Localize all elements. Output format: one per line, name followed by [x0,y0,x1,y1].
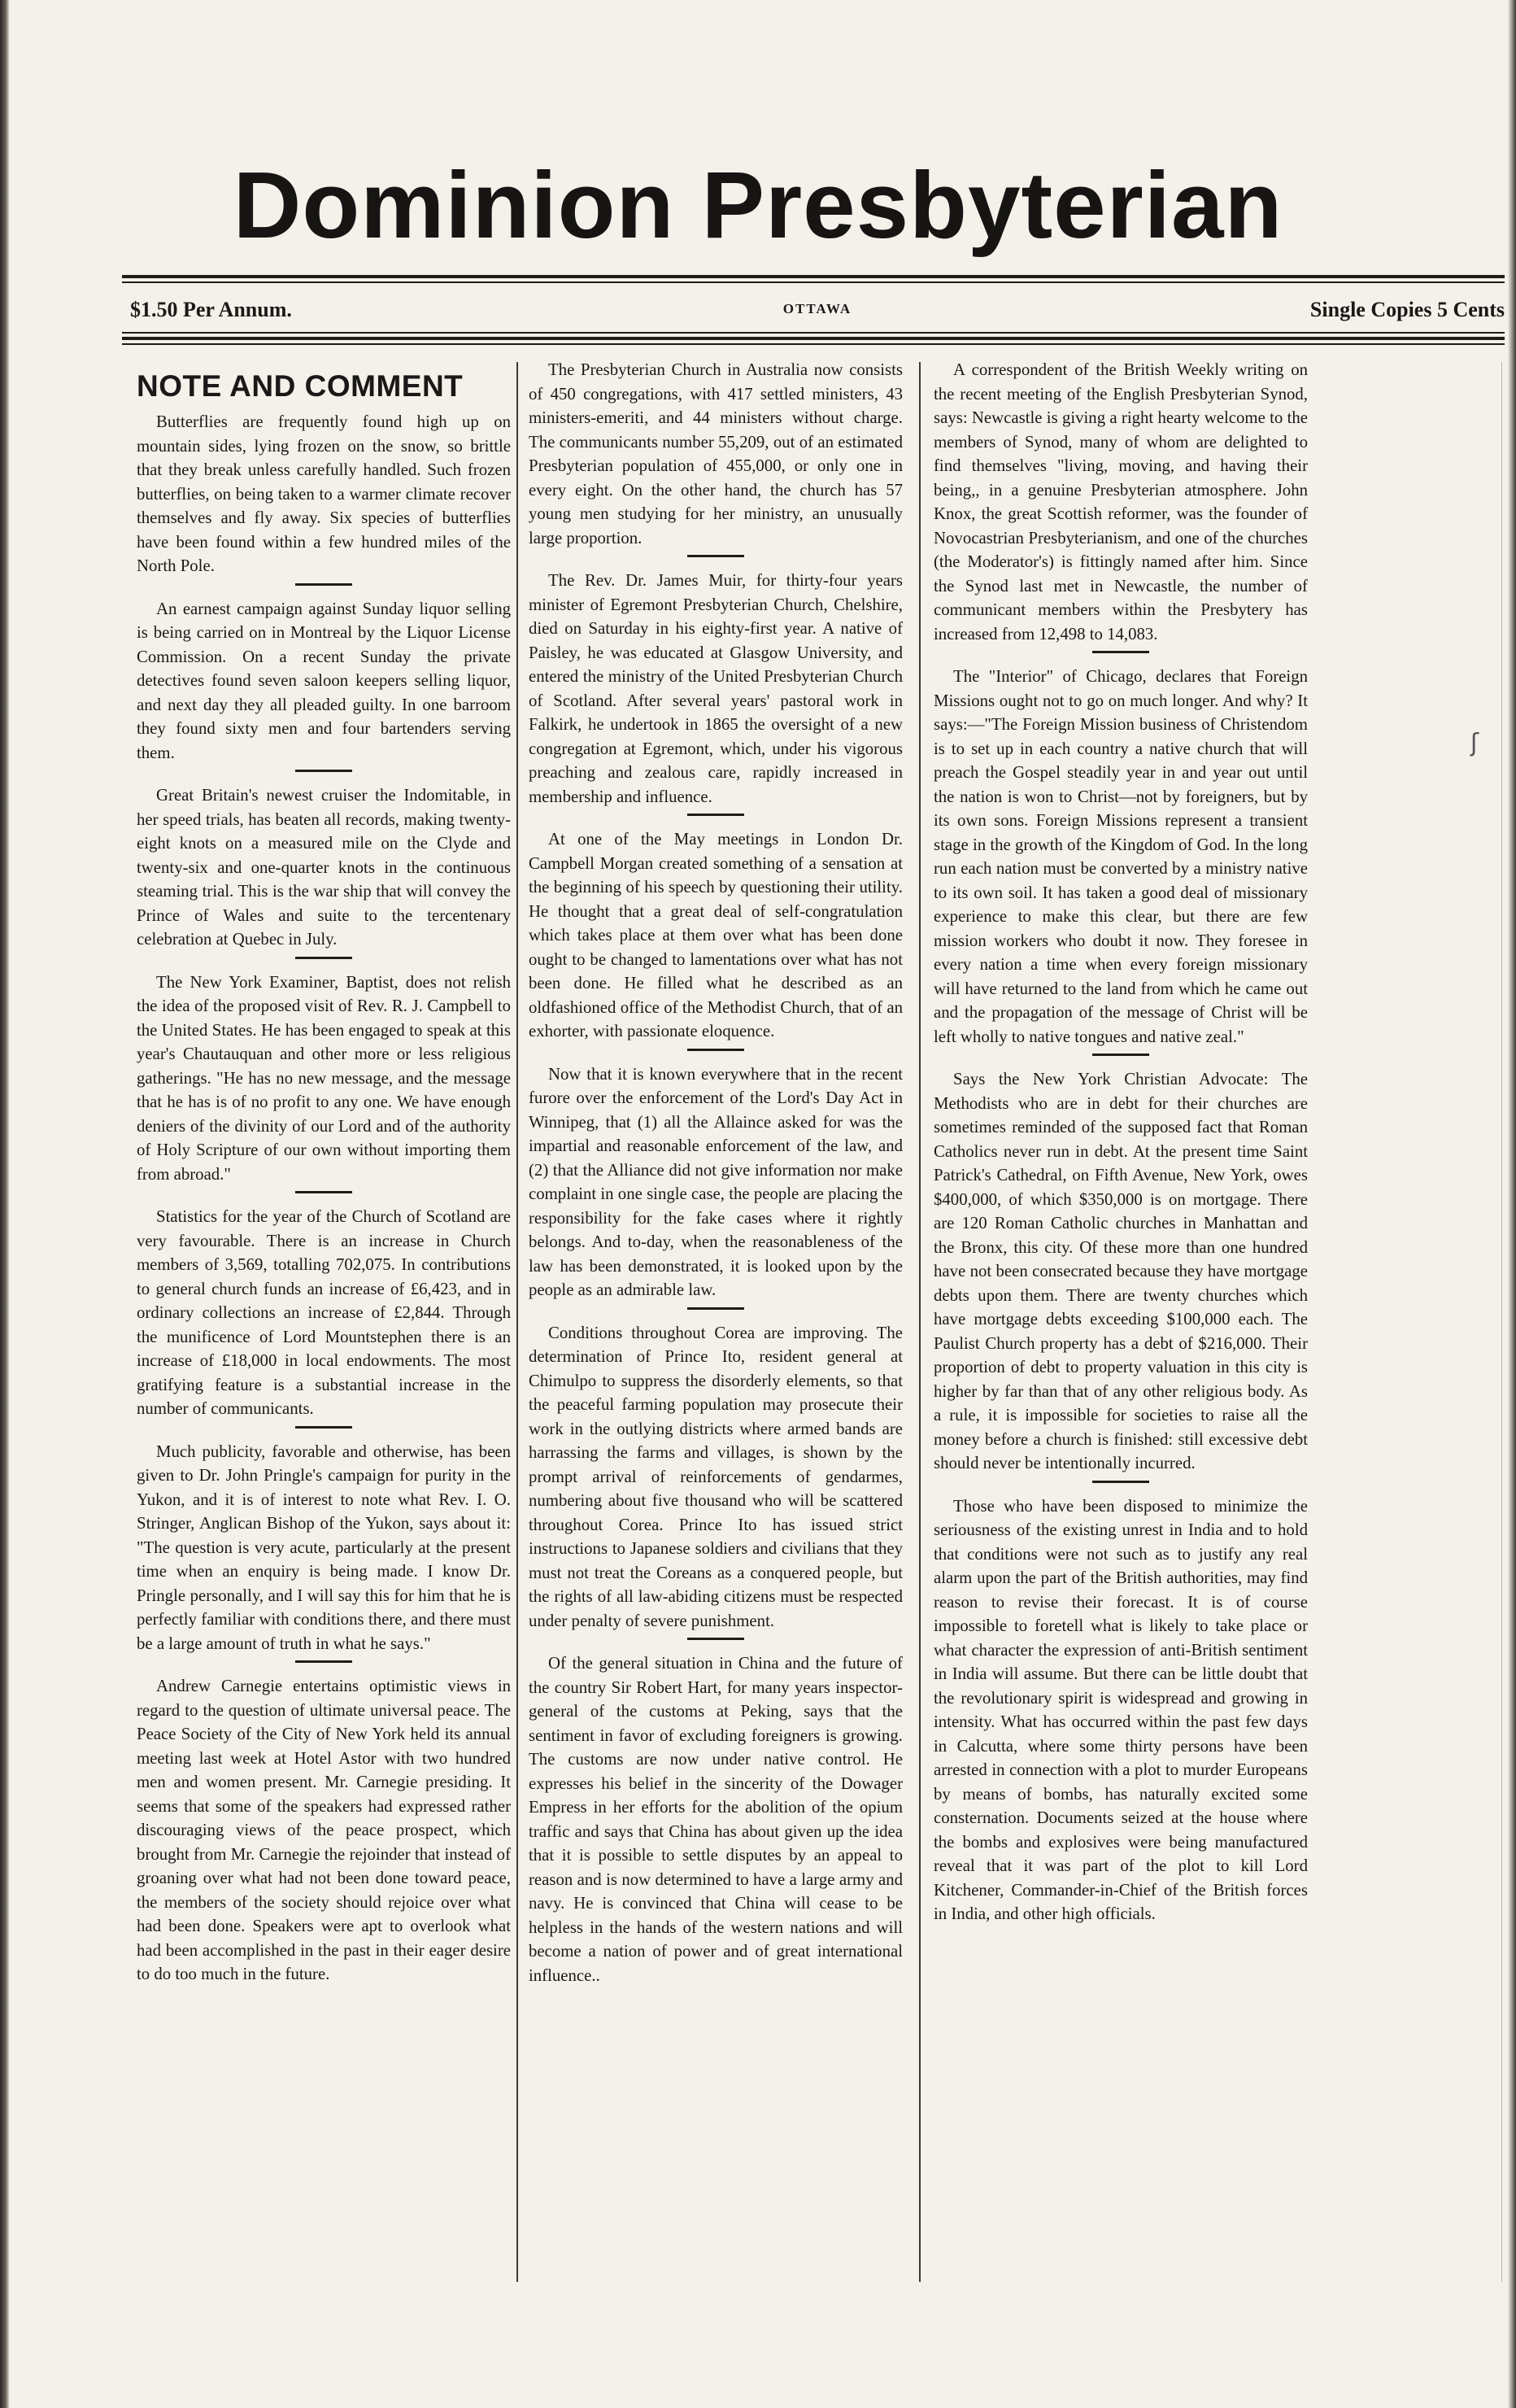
masthead-rule-top-thin [122,281,1505,283]
article-paragraph: Of the general situation in China and the future of the country Sir Robert Hart, for many years inspector-general of the customs at Peking, says that the sentiment in favor of excluding foreigners is growing. The customs are now under native control. He expresses his belief in the sincerity of the Dowager Empress in her efforts for the abolition of the opium traffic and says that China has about given up the idea that it is possible to settle disputes by an appeal to reason and is now determined to have a large army and navy. He is convinced that China will cease to be helpless in the hands of the western nations and will become a nation of power and of great international influence.. [529,1654,903,1985]
scan-edge-left [0,0,10,2408]
section-heading: NOTE AND COMMENT [137,369,464,403]
article-paragraph: Those who have been disposed to minimize the seriousness of the existing unrest in India and to hold that conditions were not such as to justify any real alarm upon the part of the British authorities, may find reason to revise their forecast. It is of course impossible to foretell what is likely to take place or what character the expression of anti-British sentiment in India will assume. But there can be little doubt that the revolutionary spirit is widespread and growing in intensity. What has occurred within the past few days in Calcutta, where some thirty persons have been arrested in connection with a plot to murder Europeans by means of bombs, has naturally excited some consternation. Documents seized at the house where the bombs and explosives were being manufactured reveal that it was part of the plot to kill Lord Kitchener, Commander-in-Chief of the British forces in India, and other high officials. [934,1496,1308,1923]
article-paragraph: At one of the May meetings in London Dr. Campbell Morgan created something of a sensation at the beginning of his speech by questioning their utility. He thought that a great deal of self-congratulation which takes place at them over what has been done ought to be changed to lamentations over what has not been done. He filled what he described as an oldfashioned office of the Methodist Church, that of an exhorter, with passionate eloquence. [529,830,903,1040]
column-divider-1 [516,362,518,2282]
masthead-rule-top [122,275,1505,278]
subscription-price: $1.50 Per Annum. [130,298,292,321]
column-1 [137,358,511,1987]
article-paragraph: Andrew Carnegie entertains optimistic views in regard to the question of ultimate universal peace. The Peace Society of the City of New York held its annual meeting last week at Hotel Astor with two hundred men and women present. Mr. Carnegie presiding. It seems that some of the speakers had expressed rather discouraging views of the peace prospect, which brought from Mr. Carnegie the rejoinder that instead of groaning over what had not been done toward peace, the members of the society should rejoice over what had been done. Speakers were apt to overlook what had been accomplished in the past in their eager desire to do too much in the future. [137,1677,511,1983]
article-paragraph: A correspondent of the British Weekly writing on the recent meeting of the English Presbyterian Synod, says: Newcastle is giving a right hearty welcome to the members of Synod, many of whom are delighted to find themselves "living, moving, and having their being,, in a genuine Presbyterian atmosphere. John Knox, the great Scottish reformer, was the founder of Novocastrian Presbyterianism, and one of the churches (the Moderator's) is fittingly named after him. Since the Synod last met in Newcastle, the number of communicant members within the Presbytery has increased from 12,498 to 14,083. [934,360,1308,643]
paragraph-separator [295,1426,352,1429]
article-paragraph: Much publicity, favorable and otherwise, has been given to Dr. John Pringle's campaign for purity in the Yukon, and it is of interest to note what Rev. I. O. Stringer, Anglican Bishop of the Yukon, says about it: "The question is very acute, particularly at the present time when an enquiry is being made. I know Dr. Pringle personally, and I will say this for him that he is perfectly familiar with conditions there, and there must be a large amount of truth in what he says." [137,1442,511,1653]
article-paragraph: Now that it is known everywhere that in the recent furore over the enforcement of the Lord's Day Act in Winnipeg, that (1) all the Allaince asked for was the impartial and reasonable enforcement of the law, and (2) that the Alliance did not give information nor make complaint in one single case, the people are placing the responsibility for the fake cases where it rightly belongs. And to-day, when the reasonableness of the law has been demonstrated, it is looked upon by the people as an admirable law. [529,1064,903,1299]
paragraph-separator [687,814,744,816]
article-paragraph: An earnest campaign against Sunday liquor selling is being carried on in Montreal by the Liquor License Commission. On a recent Sunday the private detectives found seven saloon keepers selling liquor, and next day they all pleaded guilty. In one barroom they found sixty men and four bartenders serving them. [137,599,511,762]
info-rule-thin-2 [122,343,1505,345]
margin-pencil-mark: ʃ [1470,729,1479,757]
paragraph-separator [1092,1481,1149,1483]
paragraph-separator [295,957,352,959]
paragraph-separator [687,1638,744,1640]
masthead-title: Dominion Presbyterian [233,152,1283,258]
column-3 [934,358,1308,1926]
article-paragraph: The "Interior" of Chicago, declares that Foreign Missions ought not to go on much longer. And why? It says:—"The Foreign Mission business of Christendom is to set up in each country a native church that will preach the Gospel steadily year in and year out until the nation is won to Christ—not by foreigners, but by its own sons. Foreign Missions represent a transient stage in the growth of the Kingdom of God. In the long run each nation must be converted by a ministry native to its own soil. It has taken a good deal of missionary experience to make this clear, but there are few mission workers who doubt it now. They foresee in every nation a time when every foreign missionary will have returned to the land from which he came out and the propagation of the message of Christ will be left wholly to native tongues and native zeal." [934,667,1308,1046]
info-rule-thin-1 [122,332,1505,334]
single-copy-price: Single Copies 5 Cents [1309,298,1505,321]
paragraph-separator [687,555,744,557]
paragraph-separator [1092,651,1149,653]
article-paragraph: Great Britain's newest cruiser the Indomitable, in her speed trials, has beaten all records, making twenty-eight knots on a measured mile on the Clyde and twenty-six and one-quarter knots in the continuous steaming trial. This is the war ship that will convey the Prince of Wales and suite to the tercentenary celebration at Quebec in July. [137,786,511,949]
paragraph-separator [1092,1054,1149,1056]
article-paragraph: The Presbyterian Church in Australia now consists of 450 congregations, with 417 settled ministers, 43 ministers-emeriti, and 44 ministers without charge. The communicants number 55,209, out of an estimated Presbyterian population of 455,000, or only one in every eight. On the other hand, the church has 57 young men studying for her ministry, an unusually large proportion. [529,360,903,547]
article-paragraph: Says the New York Christian Advocate: The Methodists who are in debt for their churches are sometimes reminded of the supposed fact that Roman Catholics never run in debt. At the present time Saint Patrick's Cathedral, on Fifth Avenue, New York, owes $400,000, of which $350,000 is on mortgage. There are 120 Roman Catholic churches in Manhattan and the Bronx, this city. Of these more than one hundred have not been consecrated because they have mortgage debts upon them. There are twenty churches which have mortgage debts exceeding $100,000 each. The Paulist Church property has a debt of $216,000. Their proportion of debt to property valuation in this city is higher by far than that of any other religious body. As a rule, it is impossible for societies to raise all the money before a church is finished: still excessive debt should never be intentionally incurred. [934,1070,1308,1472]
info-rule-thick [122,337,1505,340]
paragraph-separator [687,1049,744,1051]
article-paragraph: Butterflies are frequently found high up on mountain sides, lying frozen on the snow, so brittle that they break unless carefully handled. Such frozen butterflies, on being taken to a warmer climate recover themselves and fly away. Six species of butterflies have been found within a few hundred miles of the North Pole. [137,412,511,575]
article-paragraph: The Rev. Dr. James Muir, for thirty-four years minister of Egremont Presbyterian Church, Chelshire, died on Saturday in his eighty-first year. A native of Paisley, he was educated at Glasgow University, and entered the ministry of the United Presbyterian Church of Scotland. After several years' pastoral work in Falkirk, he undertook in 1865 the oversight of a new congregation at Egremont, which, under his vigorous preaching and zealous care, rapidly increased in membership and influence. [529,571,903,806]
paragraph-separator [295,770,352,772]
paragraph-separator [295,1191,352,1193]
paragraph-separator [687,1307,744,1310]
publication-city: OTTAWA [782,301,852,316]
article-paragraph: Statistics for the year of the Church of Scotland are very favourable. There is an increase in Church members of 3,569, totalling 702,075. In contributions to general church funds an increase of £6,423, and in ordinary collections an increase of £2,844. Through the munificence of Lord Mountstephen there is an increase of £18,000 in local endowments. The most gratifying feature is a substantial increase in the number of communicants. [137,1207,511,1418]
paragraph-separator [295,1660,352,1663]
article-paragraph: The New York Examiner, Baptist, does not relish the idea of the proposed visit of Rev. R. J. Campbell to the United States. He has been engaged to speak at this year's Chautauquan and other more or less religious gatherings. "He has no new message, and the message that he has is of no profit to any one. We have enough deniers of the divinity of our Lord and of the authority of Holy Scripture of our own without importing them from abroad." [137,972,511,1184]
column-2 [529,358,903,1987]
page-edge-line [1501,362,1502,2282]
scan-edge-right [1508,0,1516,2408]
column-divider-2 [919,362,921,2282]
article-paragraph: Conditions throughout Corea are improving. The determination of Prince Ito, resident general at Chimulpo to suppress the disorderly elements, so that the peaceful farming population may prosecute their work in the outlying districts where armed bands are harrassing the farms and villages, is shown by the prompt arrival of reinforcements of gendarmes, numbering about five thousand who will be scattered throughout Corea. Prince Ito has issued strict instructions to Japanese soldiers and civilians that they must not treat the Coreans as a conquered people, but the rights of all law-abiding citizens must be respected under penalty of severe punishment. [529,1323,903,1630]
paragraph-separator [295,583,352,586]
issue-info-line [130,298,1505,327]
